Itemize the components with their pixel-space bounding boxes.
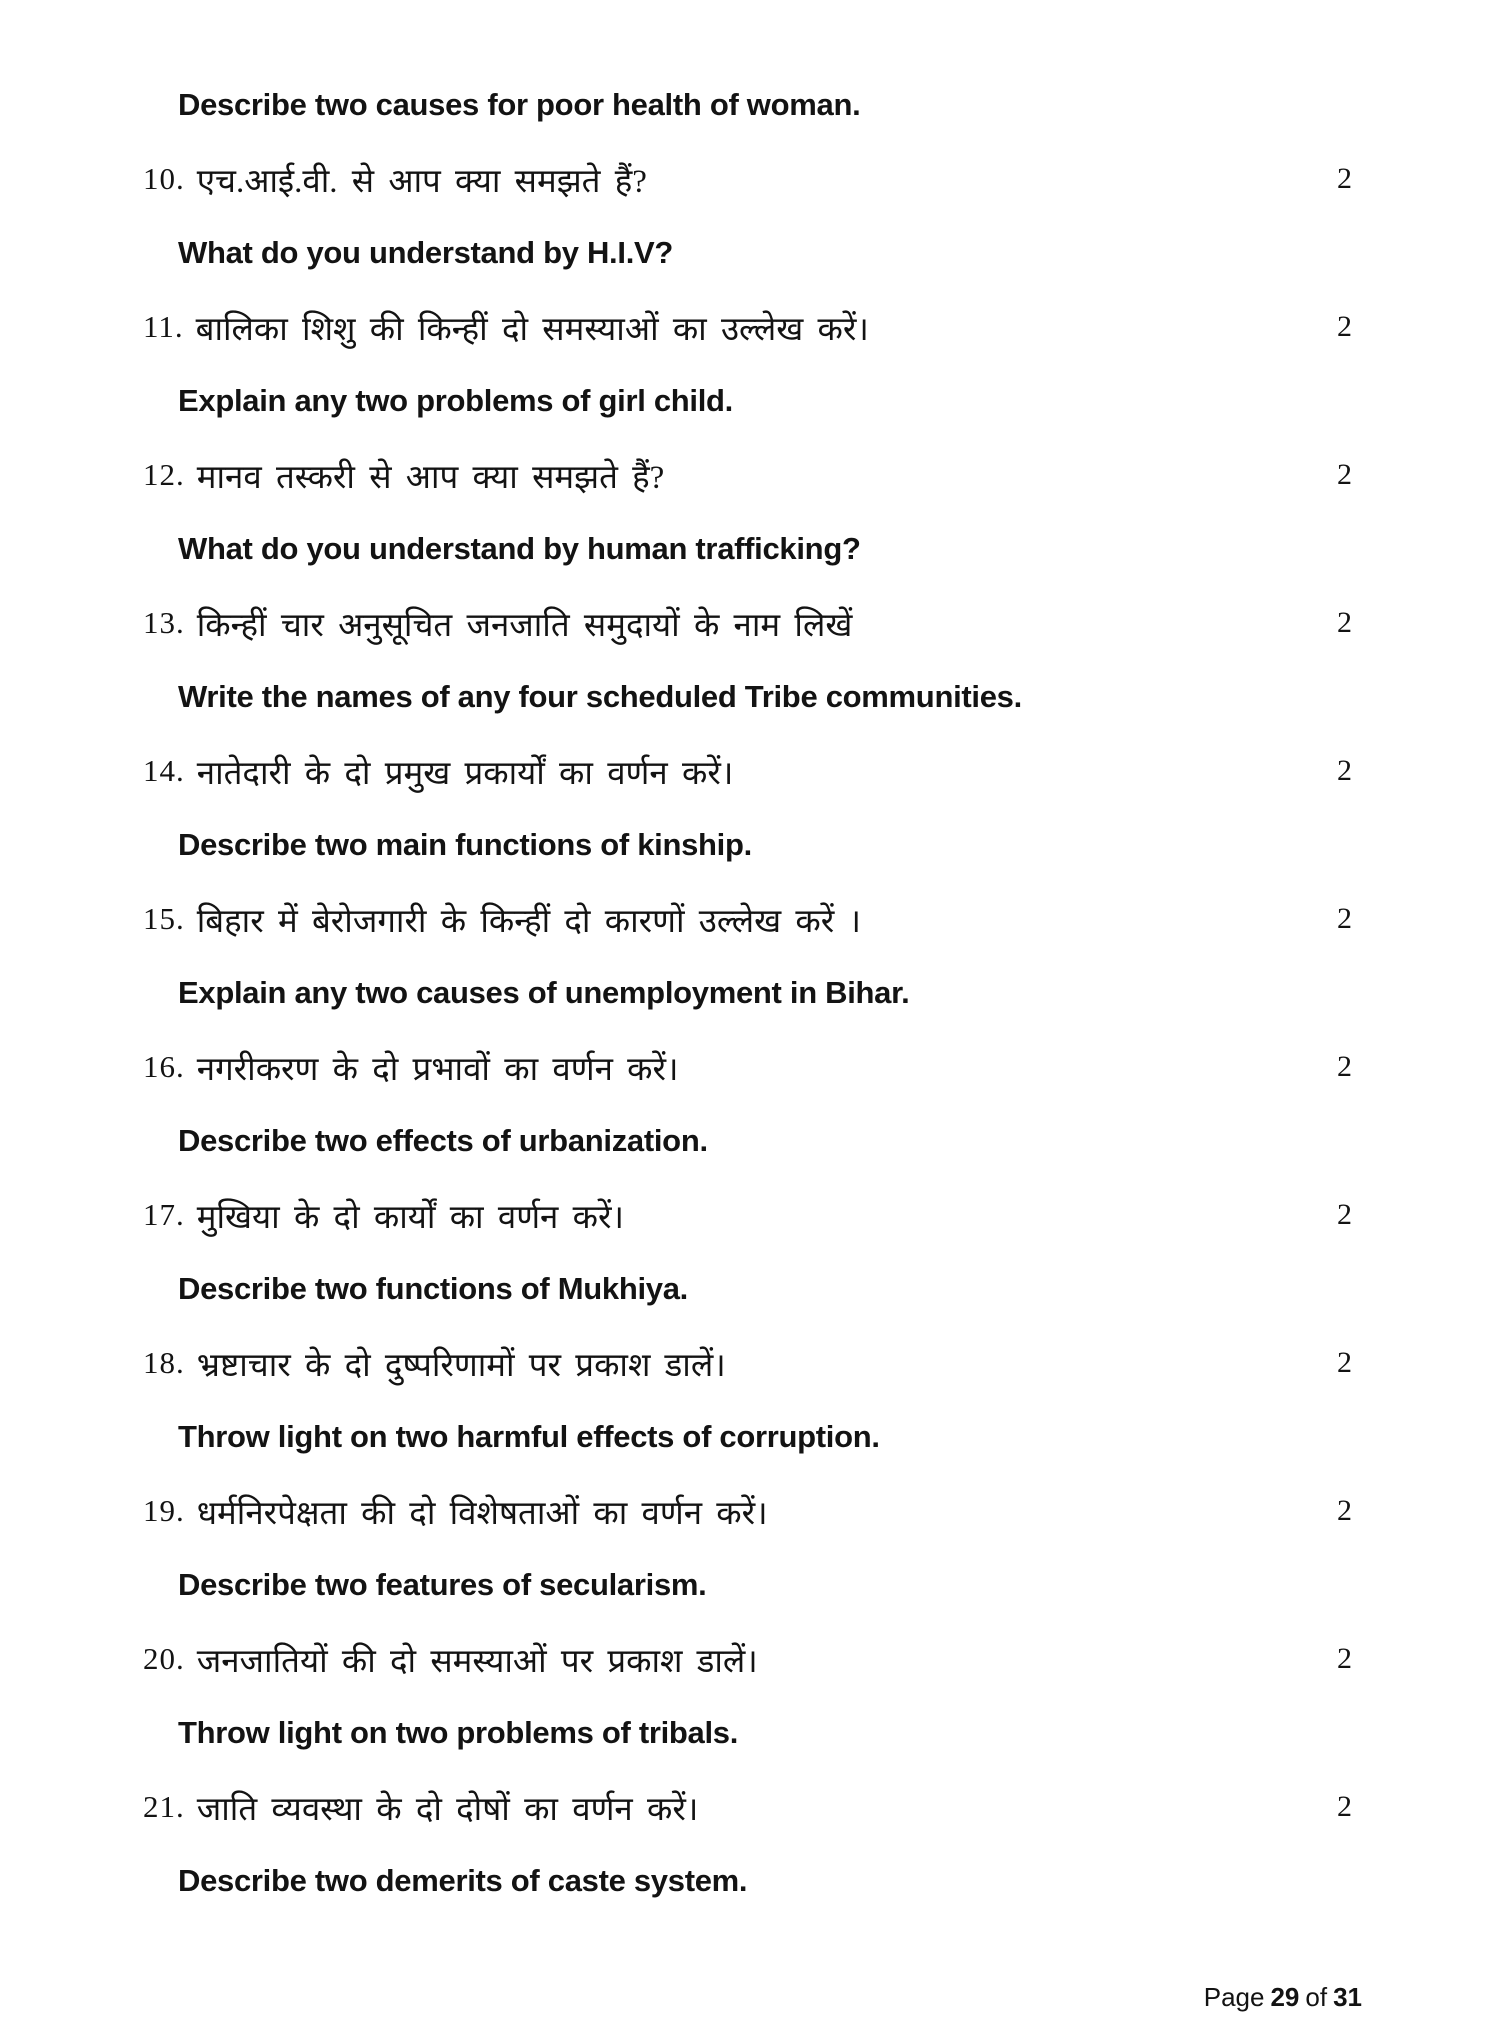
page-number-footer [1201,1982,1365,2013]
question-marks: 2 [1337,606,1352,639]
question-row-hindi [0,1178,1505,1252]
question-row-english [0,1104,1505,1178]
question-text-english: Write the names of any four scheduled Tribe communities. [178,679,1022,714]
question-text-hindi: नगरीकरण के दो प्रभावों का वर्णन करें। [196,1051,679,1088]
question-marks: 2 [1337,310,1352,343]
question-marks: 2 [1337,1642,1352,1675]
question-text-english: Describe two demerits of caste system. [178,1863,748,1898]
question-row-hindi [0,290,1505,364]
footer-total-pages: 31 [1333,1982,1362,2012]
question-text-hindi: एच.आई.वी. से आप क्या समझते हैं? [196,163,647,200]
question-number: 12. [143,457,185,492]
question-number: 11. [143,309,184,344]
question-row-hindi [0,142,1505,216]
question-text-hindi: मानव तस्करी से आप क्या समझते हैं? [196,459,665,496]
question-marks: 2 [1337,902,1352,935]
question-text-english: What do you understand by human trafficking? [178,531,861,566]
question-text-hindi: जाति व्यवस्था के दो दोषों का वर्णन करें। [196,1791,699,1828]
question-text-english: What do you understand by H.I.V? [178,235,674,270]
question-row-english [0,660,1505,734]
question-number: 15. [143,901,185,936]
question-text-english: Throw light on two problems of tribals. [178,1715,739,1750]
question-number: 14. [143,753,185,788]
question-number: 16. [143,1049,185,1084]
question-text-english: Explain any two causes of unemployment in Bihar. [178,975,910,1010]
question-text-hindi: भ्रष्टाचार के दो दुष्परिणामों पर प्रकाश डालें। [196,1347,726,1384]
question-marks: 2 [1337,1790,1352,1823]
question-row-english [0,1696,1505,1770]
question-text-hindi: नातेदारी के दो प्रमुख प्रकार्यों का वर्णन करें। [196,755,734,792]
footer-page-label: Page [1203,1982,1265,2012]
question-row-hindi [0,1326,1505,1400]
question-text-hindi: किन्हीं चार अनुसूचित जनजाति समुदायों के नाम लिखें [196,607,853,644]
question-number: 10. [143,161,185,196]
continuation-answer-line [0,68,1505,142]
question-row-hindi [0,734,1505,808]
question-marks: 2 [1337,1346,1352,1379]
question-marks: 2 [1337,1198,1352,1231]
question-marks: 2 [1337,458,1352,491]
footer-current-page: 29 [1270,1982,1300,2012]
question-text-hindi: जनजातियों की दो समस्याओं पर प्रकाश डालें। [196,1643,758,1680]
question-row-hindi [0,438,1505,512]
question-text-hindi: मुखिया के दो कार्यों का वर्णन करें। [196,1199,624,1236]
question-text-english: Describe two causes for poor health of woman. [178,87,861,122]
question-row-english [0,1548,1505,1622]
question-marks: 2 [1337,162,1352,195]
question-text-hindi: बालिका शिशु की किन्हीं दो समस्याओं का उल्लेख करें। [195,311,869,348]
question-row-english [0,364,1505,438]
footer-of-label: of [1305,1982,1328,2012]
question-row-hindi [0,1622,1505,1696]
question-text-english: Describe two effects of urbanization. [178,1123,708,1158]
question-marks: 2 [1337,1050,1352,1083]
question-marks: 2 [1337,754,1352,787]
question-text-english: Explain any two problems of girl child. [178,383,733,418]
question-row-hindi [0,882,1505,956]
question-row-english [0,1252,1505,1326]
question-row-english [0,808,1505,882]
question-number: 21. [143,1789,185,1824]
question-row-hindi [0,1474,1505,1548]
question-row-english [0,956,1505,1030]
question-row-hindi [0,1770,1505,1844]
question-row-hindi [0,1030,1505,1104]
question-text-english: Describe two functions of Mukhiya. [178,1271,688,1306]
question-number: 17. [143,1197,185,1232]
question-text-hindi: धर्मनिरपेक्षता की दो विशेषताओं का वर्णन करें। [196,1495,768,1532]
question-marks: 2 [1337,1494,1352,1527]
question-number: 19. [143,1493,185,1528]
question-row-english [0,216,1505,290]
question-list [0,68,1505,1918]
question-text-english: Describe two features of secularism. [178,1567,707,1602]
question-number: 20. [143,1641,185,1676]
question-number: 18. [143,1345,185,1380]
question-row-english [0,512,1505,586]
question-row-english [0,1400,1505,1474]
question-text-hindi: बिहार में बेरोजगारी के किन्हीं दो कारणों उल्लेख करें । [196,903,861,940]
question-text-english: Throw light on two harmful effects of corruption. [178,1419,880,1454]
question-text-english: Describe two main functions of kinship. [178,827,752,862]
question-row-english [0,1844,1505,1918]
question-row-hindi [0,586,1505,660]
question-number: 13. [143,605,185,640]
